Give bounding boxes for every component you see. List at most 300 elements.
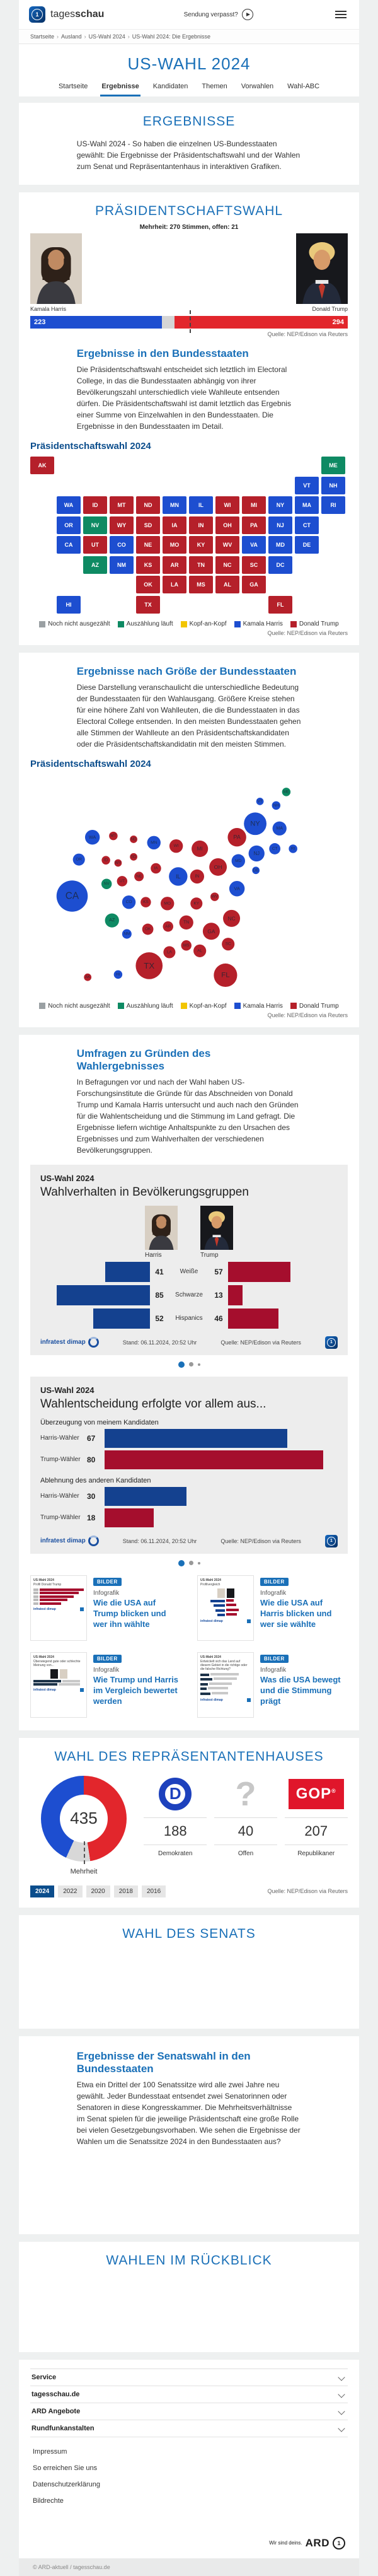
state-bubble-label: RI xyxy=(290,846,295,851)
senatswahl-text: Etwa ein Drittel der 100 Senatssitze wird alle zwei Jahre neu gewählt. Jeder Bundesstaat entsendet zwei Senatorinnen oder Senatoren in diese Kongresskammer. Die Mehrheitsverhältnisse im Senat spielen für die jeweilige Präsidentschaft eine große Rolle bei vielen Gesetzgebungsvorhaben. Wie sehen die Ergebnisse der Wahlen um die Senatssitze 2024 in den Bundesstaaten aus? xyxy=(76,2080,301,2146)
ard-tagline: Wir sind deins. xyxy=(269,2540,302,2546)
state-bubble-label: MA xyxy=(276,826,283,831)
majority-note: Mehrheit: 270 Stimmen, offen: 21 xyxy=(139,224,239,231)
ergebnisse-title: ERGEBNISSE xyxy=(142,114,236,129)
state-tile-AR[interactable]: AR xyxy=(163,556,186,574)
year-switcher xyxy=(30,1885,166,1897)
candidates-row xyxy=(19,233,359,312)
bilder-badge: BILDER xyxy=(93,1655,122,1663)
chart2-stand: Stand: 06.11.2024, 20:52 Uhr xyxy=(122,1537,197,1544)
state-tile-MT[interactable]: MT xyxy=(110,496,134,514)
tab-vorwahlen[interactable]: Vorwahlen xyxy=(241,83,274,90)
state-tile-WI[interactable]: WI xyxy=(215,496,239,514)
tab-wahl-abc[interactable]: Wahl-ABC xyxy=(287,83,320,90)
harris-name: Kamala Harris xyxy=(30,306,67,312)
teaser-card[interactable] xyxy=(30,1652,181,1718)
chevron-down-icon xyxy=(338,2391,345,2398)
legend-label: Donald Trump xyxy=(299,621,339,627)
legend-label: Auszählung läuft xyxy=(126,1002,173,1010)
infratest-dimap-logo: infratest dimap xyxy=(40,1536,99,1546)
state-tile-IN[interactable]: IN xyxy=(189,516,213,534)
harris-photo xyxy=(30,233,82,304)
legend-swatch xyxy=(290,621,297,627)
bubble-map-svg xyxy=(30,774,348,998)
teaser-link[interactable]: Wie die USA auf Harris blicken und wer sie wählte xyxy=(260,1597,332,1629)
majority-marker xyxy=(84,1841,85,1864)
state-bubble-label: CA xyxy=(65,890,79,902)
state-bubble-label: VA xyxy=(234,885,240,892)
breadcrumb-item[interactable]: US-Wahl 2024 xyxy=(88,33,125,40)
state-tile-ND[interactable]: ND xyxy=(136,496,160,514)
carousel-dot-2[interactable] xyxy=(189,1362,193,1367)
harris-bar xyxy=(57,1285,150,1305)
state-bubble-label: IL xyxy=(176,873,181,880)
trump-bar xyxy=(228,1262,290,1282)
teaser-tag: Infografik xyxy=(93,1666,120,1674)
voter-label: Harris-Wähler xyxy=(40,1435,79,1442)
year-button-2016[interactable]: 2016 xyxy=(142,1885,166,1897)
candidate-trump xyxy=(296,233,348,312)
state-bubble-label: ND xyxy=(130,837,137,842)
state-bubble-label: MS xyxy=(183,943,190,948)
state-bubble-label: MT xyxy=(110,834,117,839)
decision-row xyxy=(40,1508,338,1527)
state-tile-NE[interactable]: NE xyxy=(136,536,160,554)
harris-bar-segment xyxy=(30,316,162,329)
state-bubble-label: NY xyxy=(250,820,260,828)
teaser-tag: Infografik xyxy=(260,1589,287,1597)
senat-section xyxy=(19,1915,359,2029)
trump-small-label: Trump xyxy=(200,1251,219,1259)
tab-themen[interactable]: Themen xyxy=(202,83,227,90)
seat-count: 40 xyxy=(214,1817,277,1845)
legend-swatch xyxy=(181,1003,187,1009)
footer-link-datenschutzerkl-rung[interactable]: Datenschutzerklärung xyxy=(33,2480,101,2488)
state-bubble-label: NJ xyxy=(253,850,260,856)
chevron-down-icon xyxy=(338,2408,345,2415)
state-bubble-label: NV xyxy=(103,882,110,887)
teaser-link[interactable]: Wie die USA auf Trump blicken und wer ihn wählte xyxy=(93,1597,166,1629)
gop-logo: GOP® xyxy=(289,1779,344,1809)
source-note: Quelle: NEP/Edison via Reuters xyxy=(267,1888,348,1895)
state-bubble-label: ID xyxy=(103,858,108,863)
seat-label: Demokraten xyxy=(158,1850,193,1857)
copyright: © ARD-aktuell / tagesschau.de xyxy=(19,2558,359,2576)
play-icon[interactable] xyxy=(242,9,253,20)
legend-item xyxy=(118,1003,173,1010)
legend-swatch xyxy=(39,621,45,627)
rueckblick-title: WAHLEN IM RÜCKBLICK xyxy=(106,2253,272,2268)
carousel-dot-3[interactable] xyxy=(198,1562,200,1565)
state-tile-FL[interactable]: FL xyxy=(268,596,292,614)
state-bubble-label: UT xyxy=(119,878,125,883)
state-bubble-label: NM xyxy=(123,931,130,936)
legend-label: Noch nicht ausgezählt xyxy=(48,621,110,627)
bubble-map xyxy=(30,774,348,998)
donut-total: 435 xyxy=(70,1809,98,1828)
state-bubble-label: OK xyxy=(144,927,151,932)
demographics-row xyxy=(40,1308,338,1329)
state-tile-NY[interactable]: NY xyxy=(268,496,292,514)
legend-item xyxy=(290,1003,339,1010)
state-bubble-label: MN xyxy=(151,840,158,845)
state-bubble-label: LA xyxy=(166,950,172,955)
value: 30 xyxy=(87,1491,96,1501)
source-note: Quelle: NEP/Edison via Reuters xyxy=(267,1011,348,1018)
state-bubble-label: TN xyxy=(183,920,190,925)
state-tile-NH[interactable]: NH xyxy=(321,477,345,494)
map-title: Präsidentschaftswahl 2024 xyxy=(30,441,151,452)
umfragen-heading[interactable]: Umfragen zu Gründen des Wahlergebnisses xyxy=(76,1047,211,1072)
senatswahl-heading[interactable]: Ergebnisse der Senatswahl in den Bundesstaaten xyxy=(76,2049,251,2075)
sendung-verpasst-label: Sendung verpasst? xyxy=(183,11,238,18)
house-donut xyxy=(30,1773,137,1875)
top-bar xyxy=(19,0,359,29)
state-tile-AK[interactable]: AK xyxy=(30,457,54,474)
states-heading[interactable]: Ergebnisse in den Bundesstaaten xyxy=(76,347,249,359)
state-bubble-label: SC xyxy=(225,941,231,947)
state-tile-MA[interactable]: MA xyxy=(295,496,319,514)
legend-swatch xyxy=(118,1003,124,1009)
voter-label: Harris-Wähler xyxy=(40,1493,79,1500)
legend-item xyxy=(181,621,227,627)
majority-marker xyxy=(190,310,191,333)
legend-label: Kamala Harris xyxy=(243,621,283,627)
tagesschau-logo[interactable] xyxy=(29,6,104,23)
year-button-2022[interactable]: 2022 xyxy=(58,1885,82,1897)
brand-text: tagesschau xyxy=(50,9,105,20)
state-tile-NM[interactable]: NM xyxy=(110,556,134,574)
harris-small-photo xyxy=(145,1206,178,1250)
state-tile-MO[interactable]: MO xyxy=(163,536,186,554)
groesse-heading[interactable]: Ergebnisse nach Größe der Bundesstaaten xyxy=(76,665,297,677)
year-button-2018[interactable]: 2018 xyxy=(114,1885,138,1897)
footer-accordion-ard-angebote[interactable] xyxy=(30,2403,348,2420)
trump-name: Donald Trump xyxy=(312,306,348,312)
section-tabs xyxy=(19,80,359,96)
legend-swatch xyxy=(39,1003,45,1009)
state-tile-TN[interactable]: TN xyxy=(189,556,213,574)
carousel-dot-3[interactable] xyxy=(198,1363,200,1366)
seat-count: 207 xyxy=(285,1817,348,1845)
trump-value: 13 xyxy=(214,1290,223,1300)
teaser-card[interactable] xyxy=(197,1575,348,1641)
legend-swatch xyxy=(234,621,241,627)
footer-accordions xyxy=(30,2369,348,2437)
footer-link-bildrechte[interactable]: Bildrechte xyxy=(33,2497,64,2505)
state-tile-NV[interactable]: NV xyxy=(83,516,107,534)
bubble-map-title: Präsidentschaftswahl 2024 xyxy=(30,759,151,769)
teaser-grid xyxy=(30,1575,348,1718)
seat-count: 188 xyxy=(144,1817,207,1845)
ard-brand: ARD xyxy=(305,2536,329,2549)
state-tile-RI[interactable]: RI xyxy=(321,496,345,514)
footer-link-so-erreichen-sie-uns[interactable]: So erreichen Sie uns xyxy=(33,2464,98,2472)
teaser-tag: Infografik xyxy=(93,1589,120,1597)
hero xyxy=(19,44,359,96)
legend-item xyxy=(234,621,283,627)
demographics-row xyxy=(40,1285,338,1305)
teaser-link[interactable]: Wie Trump und Harris im Vergleich bewertet werden xyxy=(93,1674,178,1706)
accordion-label: Service xyxy=(32,2373,57,2381)
state-tile-VA[interactable]: VA xyxy=(242,536,266,554)
state-tile-MD[interactable]: MD xyxy=(268,536,292,554)
state-bubble-label: MO xyxy=(164,901,171,906)
open-question-icon: ? xyxy=(235,1775,256,1813)
harris-bar xyxy=(93,1308,150,1329)
harris-value: 52 xyxy=(155,1314,164,1323)
umfragen-text: In Befragungen vor und nach der Wahl haben US-Forschungsinstitute die Gründe für das Abschneiden von Donald Trump und Kamala Harris untersucht und auch nach den Gründen für die Wahlentscheidung und die Stimmung im Land gefragt. Die Ergebnisse liefern wichtige Anhaltspunkte zu den Ursachen des Ergebnisses und zum Wahlverhalten der verschiedenen Bevölkerungsgruppen. xyxy=(76,1077,299,1155)
state-tile-IA[interactable]: IA xyxy=(163,516,186,534)
footer-link-impressum[interactable]: Impressum xyxy=(33,2447,67,2456)
state-bubble-label: MD xyxy=(235,858,242,863)
trump-bar xyxy=(105,1508,154,1527)
ard-logo[interactable] xyxy=(19,2515,359,2558)
value: 67 xyxy=(87,1433,96,1443)
breadcrumb-item[interactable]: Startseite xyxy=(30,33,55,40)
state-bubble-label: OR xyxy=(76,857,83,862)
bilder-badge: BILDER xyxy=(93,1578,122,1586)
state-bubble-label: ME xyxy=(283,790,290,795)
chart2-title: Wahlentscheidung erfolgte vor allem aus... xyxy=(40,1397,266,1411)
state-bubble-label: AR xyxy=(165,924,171,929)
breadcrumb xyxy=(19,29,359,44)
legend-swatch xyxy=(234,1003,241,1009)
state-bubble-label: KS xyxy=(143,900,149,905)
legend-item xyxy=(118,621,173,627)
state-bubble-label: GA xyxy=(207,928,215,935)
majority-label: Mehrheit xyxy=(70,1867,98,1875)
state-bubble-label: IA xyxy=(154,866,158,871)
state-tile-GA[interactable]: GA xyxy=(242,576,266,593)
state-bubble-label: OH xyxy=(214,863,222,870)
state-tile-VT[interactable]: VT xyxy=(295,477,319,494)
trump-photo xyxy=(296,233,348,304)
state-bubble-label: WY xyxy=(115,860,122,865)
state-tile-UT[interactable]: UT xyxy=(83,536,107,554)
state-bubble-label: FL xyxy=(221,971,230,979)
tab-startseite[interactable]: Startseite xyxy=(58,83,88,90)
year-button-2020[interactable]: 2020 xyxy=(86,1885,110,1897)
teaser-tag: Infografik xyxy=(260,1666,287,1674)
tab-ergebnisse[interactable]: Ergebnisse xyxy=(100,80,140,96)
teaser-card[interactable] xyxy=(197,1652,348,1718)
harris-small-label: Harris xyxy=(145,1251,162,1259)
accordion-label: tagesschau.de xyxy=(32,2390,80,2398)
state-tile-CA[interactable]: CA xyxy=(57,536,81,554)
state-tile-ME[interactable]: ME xyxy=(321,457,345,474)
praesidentschaftswahl-title: PRÄSIDENTSCHAFTSWAHL xyxy=(94,204,284,218)
value: 18 xyxy=(87,1513,96,1522)
legend-item xyxy=(234,1003,283,1010)
map-legend xyxy=(25,621,353,627)
stat-demokraten xyxy=(144,1776,207,1857)
harris-value: 85 xyxy=(155,1290,164,1300)
chart-card-wahlentscheidung xyxy=(30,1377,348,1554)
trump-bar-segment xyxy=(175,316,348,329)
repraesentantenhaus-section xyxy=(19,1738,359,1908)
breadcrumb-item[interactable]: Ausland xyxy=(61,33,82,40)
state-tile-MI[interactable]: MI xyxy=(242,496,266,514)
state-bubble-label: VT xyxy=(257,799,263,804)
state-bubble-label: AL xyxy=(197,948,203,953)
state-tile-OR[interactable]: OR xyxy=(57,516,81,534)
seat-label: Offen xyxy=(238,1850,254,1857)
harris-value: 41 xyxy=(155,1267,164,1276)
page-title: US-WAHL 2024 xyxy=(127,54,251,73)
house-stats xyxy=(144,1773,348,1857)
state-tile-AZ[interactable]: AZ xyxy=(83,556,107,574)
state-tile-HI[interactable]: HI xyxy=(57,596,81,614)
teaser-link[interactable]: Was die USA bewegt und die Stimmung prägt xyxy=(260,1674,341,1706)
ergebnisse-section xyxy=(19,103,359,185)
trump-small-photo xyxy=(200,1206,233,1250)
carousel-dot-1[interactable] xyxy=(178,1560,185,1566)
candidate-harris xyxy=(30,233,82,312)
stat-offen xyxy=(214,1776,277,1857)
teaser-thumbnail: US-Wahl 2024 Profilvergleich infratest dimap xyxy=(197,1575,254,1641)
state-tile-IL[interactable]: IL xyxy=(189,496,213,514)
state-tile-TX[interactable]: TX xyxy=(136,596,160,614)
accordion-label: Rundfunkanstalten xyxy=(32,2424,94,2432)
breadcrumb-item[interactable]: US-Wahl 2024: Die Ergebnisse xyxy=(132,33,210,40)
state-bubble-label: NE xyxy=(136,874,142,879)
voter-label: Trump-Wähler xyxy=(40,1514,81,1522)
legend-swatch xyxy=(181,621,187,627)
state-bubble-label: SD xyxy=(130,854,137,860)
header-card xyxy=(19,0,359,96)
state-tile-PA[interactable]: PA xyxy=(242,516,266,534)
carousel-dots xyxy=(19,1361,359,1368)
tab-kandidaten[interactable]: Kandidaten xyxy=(152,83,188,90)
state-tile-SD[interactable]: SD xyxy=(136,516,160,534)
legend-swatch xyxy=(290,1003,297,1009)
open-bar-segment xyxy=(162,316,175,329)
senat-placeholder xyxy=(19,1947,359,2029)
state-tile-WY[interactable]: WY xyxy=(110,516,134,534)
state-bubble-label: WV xyxy=(211,894,218,899)
state-tile-ID[interactable]: ID xyxy=(83,496,107,514)
state-tile-DC[interactable]: DC xyxy=(268,556,292,574)
footer-accordion-rundfunkanstalten[interactable] xyxy=(30,2420,348,2437)
seat-label: Republikaner xyxy=(297,1850,335,1857)
demographics-bars xyxy=(40,1262,338,1329)
teaser-card[interactable] xyxy=(30,1575,181,1641)
trump-bar xyxy=(105,1450,323,1469)
footer-links xyxy=(19,2437,359,2515)
hamburger-menu-icon[interactable] xyxy=(333,8,349,21)
category-label: Hispanics xyxy=(175,1315,203,1322)
state-tile-WV[interactable]: WV xyxy=(215,536,239,554)
footer-accordion-tagesschau-de[interactable] xyxy=(30,2386,348,2403)
breadcrumb-separator: › xyxy=(127,33,130,40)
state-tile-OH[interactable]: OH xyxy=(215,516,239,534)
state-tile-CT[interactable]: CT xyxy=(295,516,319,534)
decision-bars xyxy=(40,1419,338,1527)
state-tile-SC[interactable]: SC xyxy=(242,556,266,574)
group-label: Überzeugung von meinem Kandidaten xyxy=(40,1418,159,1426)
state-tile-OK[interactable]: OK xyxy=(136,576,160,593)
legend-item xyxy=(181,1003,227,1010)
trump-value: 46 xyxy=(214,1314,223,1323)
democrats-logo: D xyxy=(159,1778,192,1810)
senatswahl-staaten-section xyxy=(19,2036,359,2234)
teaser-thumbnail: US-Wahl 2024 Entwickelt sich das Land auf diesem Gebiet in die richtige oder die falsche Richtung? infratest dimap xyxy=(197,1652,254,1718)
bilder-badge: BILDER xyxy=(260,1655,289,1663)
chevron-down-icon xyxy=(338,2374,345,2381)
legend-swatch xyxy=(118,621,124,627)
states-text: Die Präsidentschaftswahl entscheidet sich letztlich im Electoral College, in das die Bundesstaaten abhängig von ihrer Bevölkerungszahl unterschiedlich viele Wahlleute entsenden dürfen. Die Präsidentschaftswahl ist damit letztlich das Ergebnis einer Summe von Einzelwahlen in den Bundesstaaten. Die Ergebnisse in den Bundesstaaten im Detail. xyxy=(76,365,291,431)
senat-title: WAHL DES SENATS xyxy=(122,1926,256,1941)
harris-bar xyxy=(105,1262,150,1282)
house-results xyxy=(19,1769,359,1875)
legend-label: Kamala Harris xyxy=(243,1002,283,1010)
source-note: Quelle: NEP/Edison via Reuters xyxy=(267,630,348,636)
state-bubble-label: CT xyxy=(272,846,278,851)
category-label: Schwarze xyxy=(175,1291,203,1299)
groesse-text: Diese Darstellung veranschaulicht die unterschiedliche Bedeutung der Bundesstaaten für den Wahlausgang. Größere Kreise stehen für eine höhere Zahl von Wahlleuten, die die Bundesstaaten in das Electoral College entsenden. In den meisten Bundesstaaten gehen alle Stimmen der Wahlleute an den Präsidentschaftskandidaten oder die Präsidentschaftskandidatin mit den meisten Stimmen. xyxy=(76,683,301,749)
state-tile-KS[interactable]: KS xyxy=(136,556,160,574)
legend-label: Auszählung läuft xyxy=(126,621,173,627)
state-tile-WA[interactable]: WA xyxy=(57,496,81,514)
breadcrumb-separator: › xyxy=(57,33,59,40)
donut-chart xyxy=(41,1776,127,1862)
state-tile-NC[interactable]: NC xyxy=(215,556,239,574)
harris-bar xyxy=(105,1487,186,1506)
state-tile-NJ[interactable]: NJ xyxy=(268,516,292,534)
footer-accordion-service[interactable] xyxy=(30,2369,348,2386)
state-tile-KY[interactable]: KY xyxy=(189,536,213,554)
carousel-dot-2[interactable] xyxy=(189,1561,193,1565)
praesidentschaftswahl-section xyxy=(19,192,359,645)
stat-republikaner xyxy=(285,1776,348,1857)
state-tile-MS[interactable]: MS xyxy=(189,576,213,593)
group-label: Ablehnung des anderen Kandidaten xyxy=(40,1476,151,1484)
carousel-dots xyxy=(19,1560,359,1566)
carousel-dot-1[interactable] xyxy=(178,1361,185,1368)
infratest-dimap-logo: infratest dimap xyxy=(40,1337,99,1348)
house-bottom-row xyxy=(30,1885,348,1908)
trump-votes-value: 294 xyxy=(332,318,344,326)
senatswahl-placeholder xyxy=(19,2156,359,2232)
state-tile-LA[interactable]: LA xyxy=(163,576,186,593)
sendung-verpasst-link[interactable] xyxy=(184,9,253,20)
legend-item xyxy=(290,621,339,627)
category-label: Weiße xyxy=(180,1268,198,1276)
state-tile-MN[interactable]: MN xyxy=(163,496,186,514)
year-button-2024[interactable]: 2024 xyxy=(30,1885,54,1897)
chart2-kicker: US-Wahl 2024 xyxy=(40,1385,94,1395)
accordion-label: ARD Angebote xyxy=(32,2407,81,2415)
state-tile-CO[interactable]: CO xyxy=(110,536,134,554)
source-note: Quelle: NEP/Edison via Reuters xyxy=(267,331,348,337)
state-bubble-label: NH xyxy=(273,803,279,808)
legend-label: Kopf-an-Kopf xyxy=(189,621,227,627)
legend-item xyxy=(39,1003,110,1010)
tagesschau-mini-logo: 1 xyxy=(325,1535,338,1547)
state-tile-AL[interactable]: AL xyxy=(215,576,239,593)
state-bubble-label: WI xyxy=(173,844,179,849)
state-bubble-label: NC xyxy=(227,915,236,922)
rueckblick-section xyxy=(19,2242,359,2352)
tagesschau-mini-logo: 1 xyxy=(325,1336,338,1349)
state-tile-DE[interactable]: DE xyxy=(295,536,319,554)
state-bubble-label: IN xyxy=(195,874,200,879)
chart2-source: Quelle: NEP/Edison via Reuters xyxy=(220,1537,301,1544)
breadcrumb-separator: › xyxy=(84,33,86,40)
chart1-footer xyxy=(40,1336,338,1349)
ard-one-icon: 1 xyxy=(333,2537,345,2550)
